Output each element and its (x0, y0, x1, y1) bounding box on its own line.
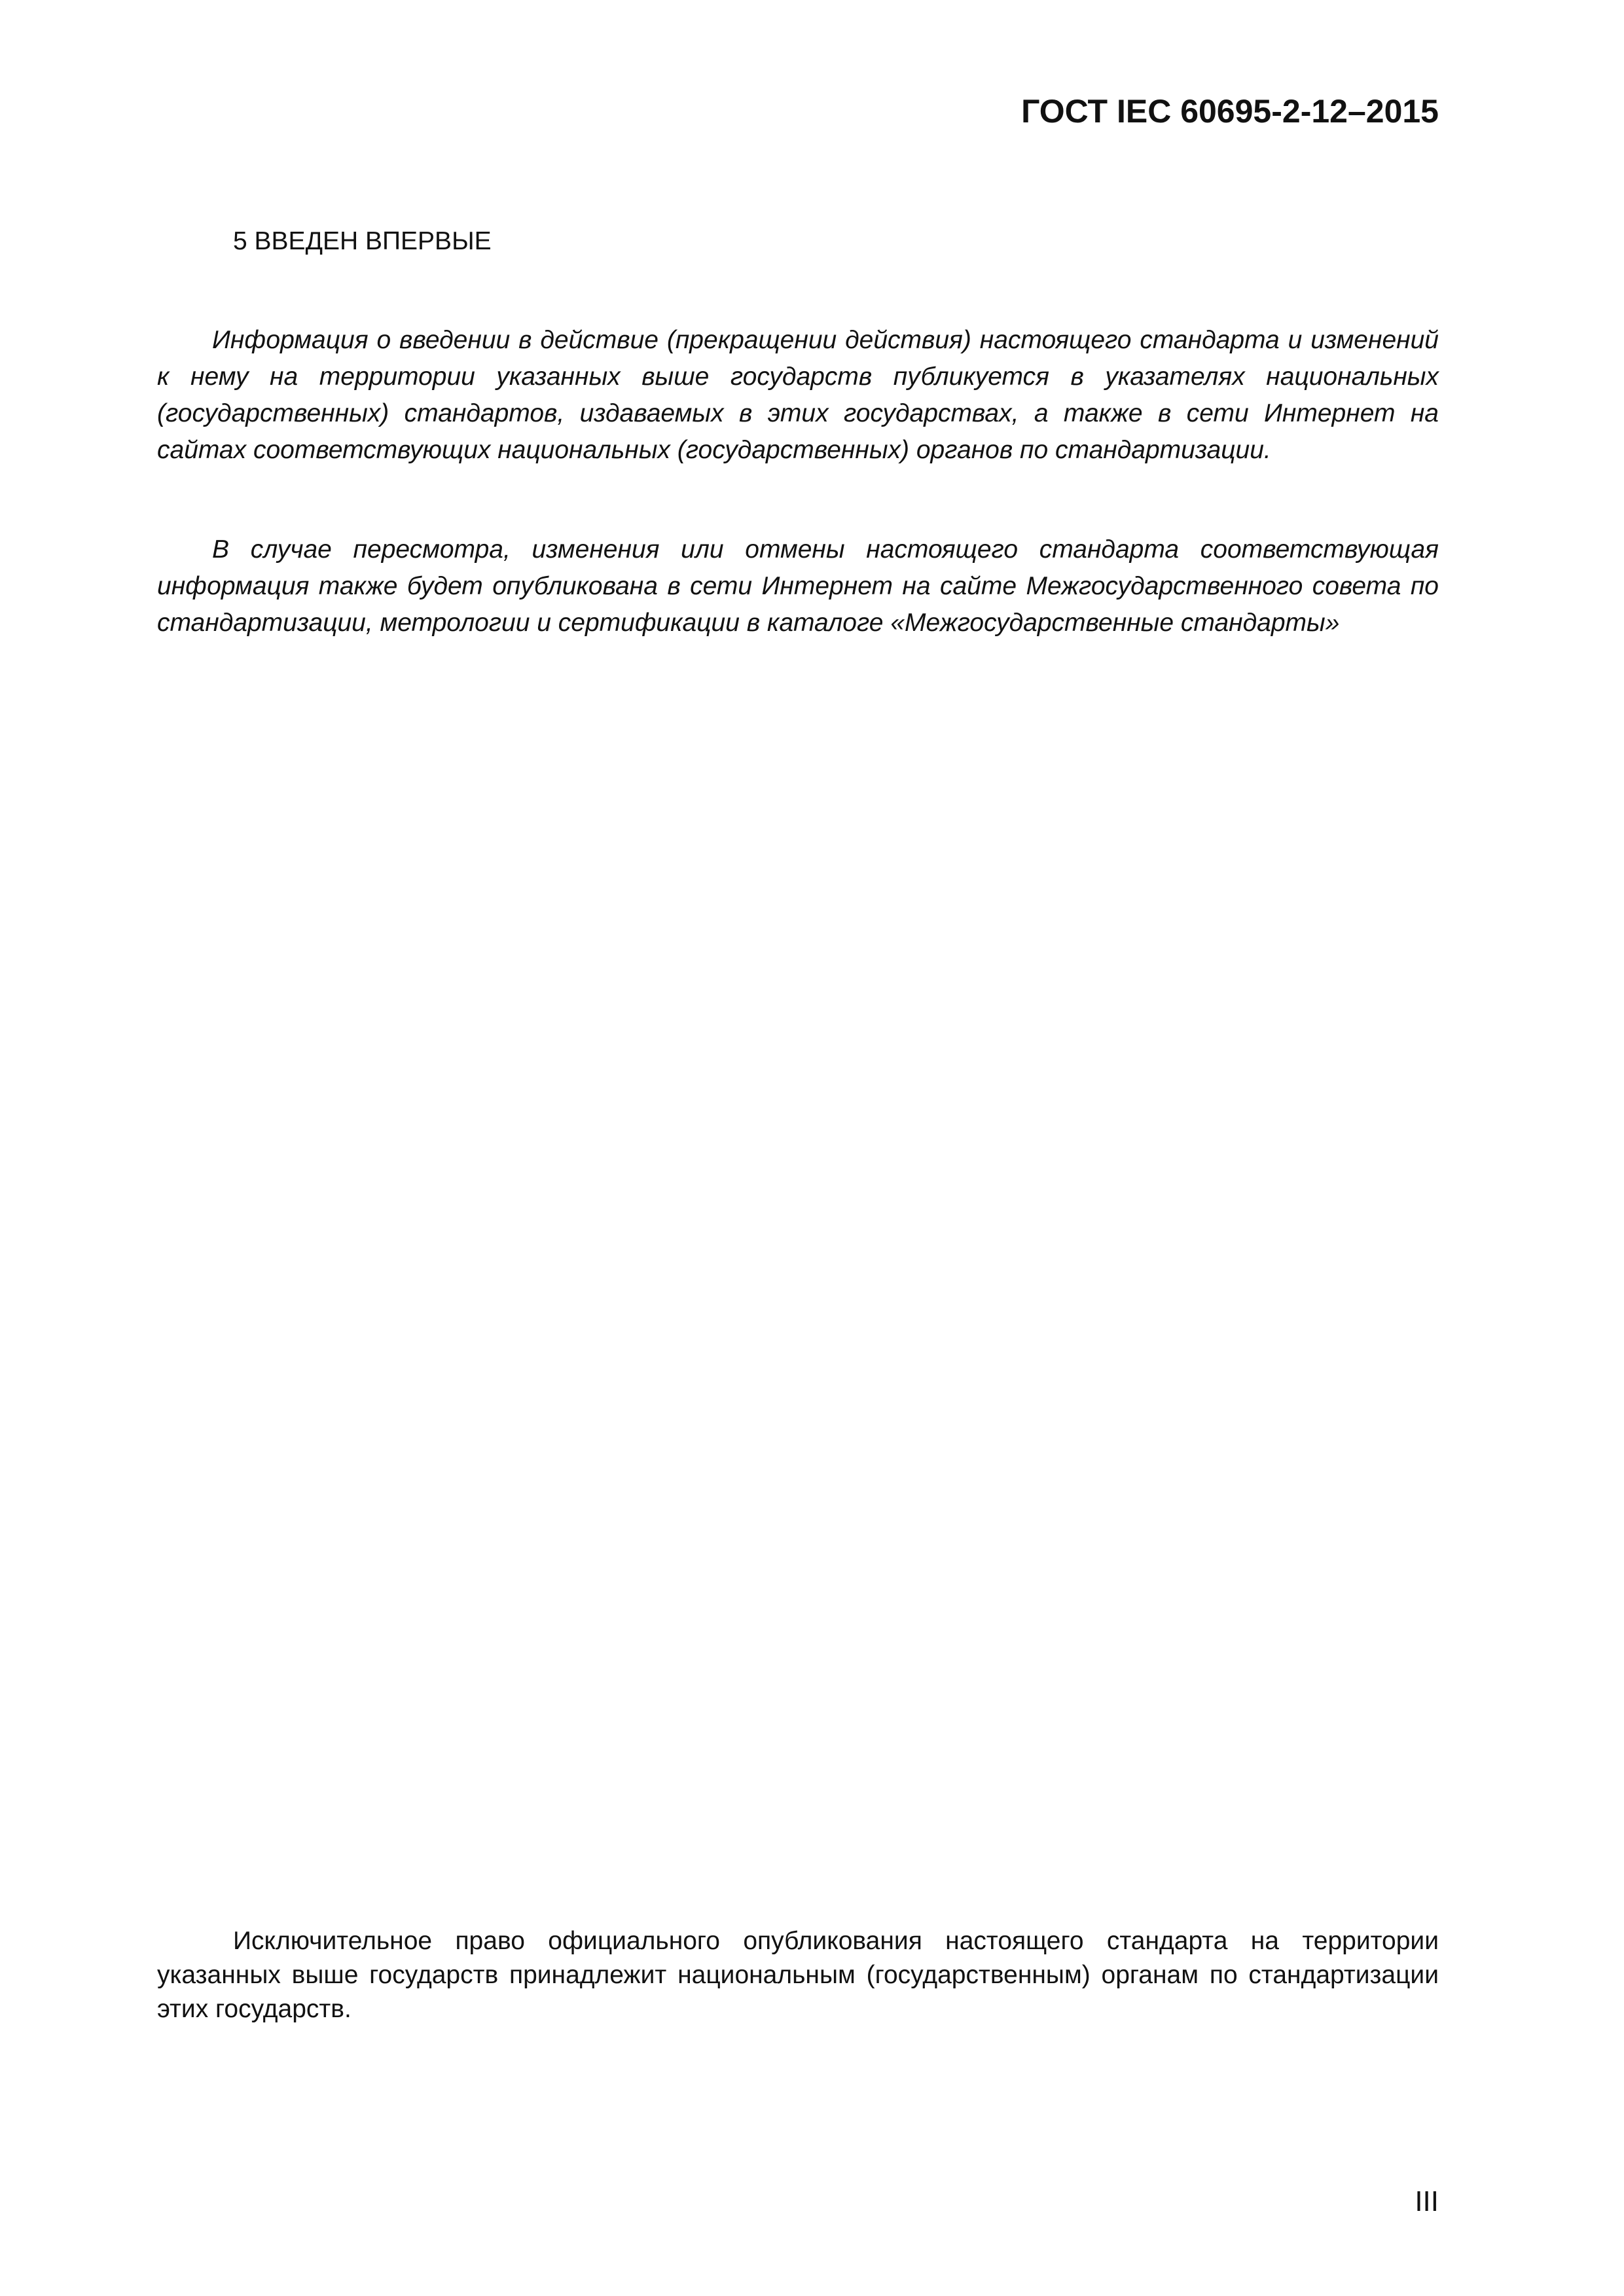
document-id-header: ГОСТ IEC 60695-2-12–2015 (1021, 93, 1439, 130)
page-number: III (1415, 2185, 1439, 2217)
info-paragraph-revision: В случае пересмотра, изменения или отмены настоящего стандарта соответствующая информация также будет опубликована в сети Интернет на сайте Межгосударственного совета по стандартизации, метрологии и сертификации в каталоге «Межгосударственные стандарты» (157, 535, 1439, 637)
section-5-introduced-first: 5 ВВЕДЕН ВПЕРВЫЕ (233, 227, 492, 255)
copyright-notice: Исключительное право официального опубликования настоящего стандарта на территории указанных выше государств принадлежит национальным (государственным) органам по стандартизации этих государств. (157, 1927, 1439, 2023)
info-paragraph-enforcement: Информация о введении в действие (прекращении действия) настоящего стандарта и изменений к нему на территории указанных выше государств публикуется в указателях национальных (государственных) стандартов, издаваемых в этих государствах, а также в сети Интернет на сайтах соответствующих национальных (государственных) органов по стандартизации. (157, 326, 1439, 464)
